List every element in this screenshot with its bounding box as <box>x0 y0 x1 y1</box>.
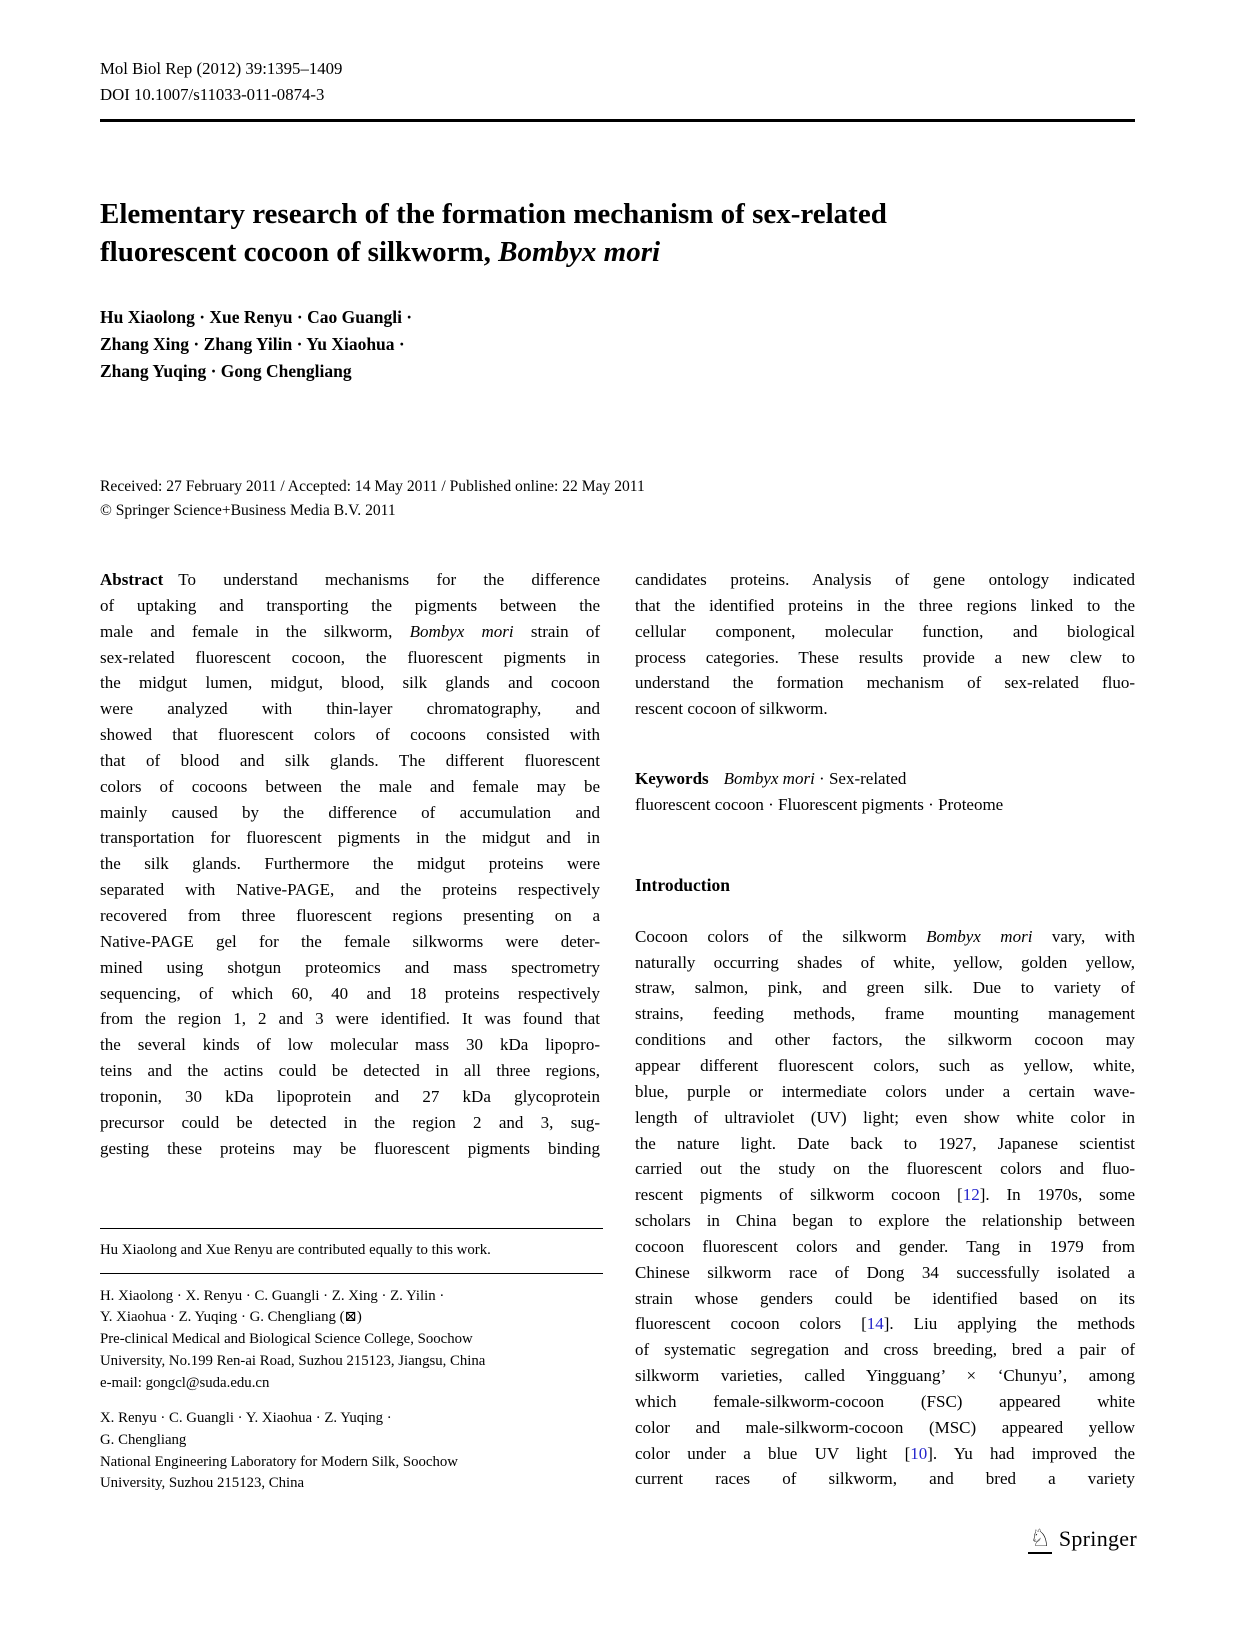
text-line <box>635 766 1135 792</box>
text-line <box>635 1286 1135 1312</box>
text-run: from the region 1, 2 and 3 were identified. It was found that <box>100 1009 600 1029</box>
introduction-heading: Introduction <box>635 874 730 895</box>
text-line <box>100 981 600 1007</box>
text-line <box>635 567 1135 593</box>
text-line <box>100 825 600 851</box>
citation-link[interactable]: 12 <box>962 1185 980 1205</box>
text-run: sex-related fluorescent cocoon, the fluorescent pigments in <box>100 647 600 667</box>
text-line <box>635 1079 1135 1105</box>
text-line <box>100 1240 603 1262</box>
text-line <box>100 1373 603 1395</box>
text-line <box>100 1452 603 1474</box>
text-line <box>635 1001 1135 1027</box>
text-run: length of ultraviolet (UV) light; even show white color in <box>635 1107 1135 1127</box>
text-line <box>100 929 600 955</box>
text-line <box>100 1351 603 1373</box>
text-line <box>100 722 600 748</box>
text-run: Elementary research of the formation mechanism of sex-related <box>100 198 887 230</box>
received-accepted-line: Received: 27 February 2011 / Accepted: 14 May 2011 / Published online: 22 May 2011 <box>100 478 645 495</box>
text-line <box>100 1286 603 1308</box>
article-history <box>100 475 1135 522</box>
text-run: carried out the study on the fluorescent colors and fluo- <box>635 1159 1135 1179</box>
text-run: cocoon fluorescent colors and gender. Tang in 1979 from <box>635 1236 1135 1256</box>
springer-knight-icon: ♘ <box>1029 1524 1051 1552</box>
text-line <box>635 1311 1135 1337</box>
text-run: Hu Xiaolong · Xue Renyu · Cao Guangli · <box>100 307 413 327</box>
text-line <box>635 1027 1135 1053</box>
text-line <box>100 1032 600 1058</box>
text-line <box>635 1363 1135 1389</box>
text-line <box>635 1053 1135 1079</box>
text-run: Cocoon colors of the silkworm <box>635 926 927 946</box>
text-line <box>100 196 1135 234</box>
introduction-paragraph <box>635 924 1135 1493</box>
abstract-paragraph <box>100 567 600 1161</box>
text-line <box>635 1156 1135 1182</box>
text-line <box>635 1415 1135 1441</box>
text-line <box>635 645 1135 671</box>
text-run: University, Suzhou 215123, China <box>100 1475 305 1492</box>
text-run: Zhang Xing · Zhang Yilin · Yu Xiaohua · <box>100 334 405 354</box>
text-line <box>635 950 1135 976</box>
footnote-area <box>100 1228 603 1495</box>
text-line <box>100 619 600 645</box>
text-run: G. Chengliang <box>100 1431 187 1448</box>
text-run: X. Renyu · C. Guangli · Y. Xiaohua · Z. Yuqing · <box>100 1410 392 1427</box>
text-run: teins and the actins could be detected in all three regions, <box>100 1061 600 1081</box>
text-line <box>635 1337 1135 1363</box>
text-line <box>635 792 1135 818</box>
text-line <box>100 955 600 981</box>
text-run: conditions and other factors, the silkworm cocoon may <box>635 1030 1135 1050</box>
abstract-continued-paragraph <box>635 567 1135 722</box>
text-run: strain of <box>513 621 600 641</box>
text-line <box>100 331 800 358</box>
text-run: Zhang Yuqing · Gong Chengliang <box>100 361 352 381</box>
text-run: gesting these proteins may be fluorescent pigments binding <box>100 1138 600 1158</box>
text-line <box>100 1307 603 1329</box>
text-run: the silk glands. Furthermore the midgut proteins were <box>100 854 600 874</box>
affiliation-2 <box>100 1408 603 1495</box>
header-rule <box>100 119 1135 122</box>
text-run: candidates proteins. Analysis of gene ontology indicated <box>635 570 1135 589</box>
text-run: process categories. These results provide a new clew to <box>635 647 1135 667</box>
text-run: scholars in China began to explore the relationship between <box>635 1211 1135 1231</box>
text-run: rescent pigments of silkworm cocoon [ <box>635 1185 963 1205</box>
text-line <box>635 1182 1135 1208</box>
text-run: vary, with <box>1032 926 1136 946</box>
footnote-rule-bottom <box>100 1273 603 1274</box>
text-run: straw, salmon, pink, and green silk. Due to variety of <box>635 978 1135 998</box>
text-line <box>635 975 1135 1001</box>
text-run: fluorescent cocoon of silkworm, <box>100 235 499 268</box>
text-run: male and female in the silkworm, <box>100 621 410 641</box>
author-list <box>100 304 800 385</box>
text-run: troponin, 30 kDa lipoprotein and 27 kDa glycoprotein <box>100 1086 600 1106</box>
text-line <box>635 924 1135 950</box>
text-line <box>100 1058 600 1084</box>
text-run: showed that fluorescent colors of cocoons consisted with <box>100 725 600 745</box>
journal-citation-line: Mol Biol Rep (2012) 39:1395–1409 <box>100 59 343 78</box>
text-line <box>100 358 800 385</box>
text-run: strains, feeding methods, frame mounting management <box>635 1004 1135 1024</box>
text-run: cellular component, molecular function, and biological <box>635 621 1135 641</box>
text-line <box>635 1208 1135 1234</box>
text-line <box>635 1466 1135 1492</box>
text-line <box>635 1234 1135 1260</box>
text-line <box>100 903 600 929</box>
equal-contribution-note <box>100 1240 603 1262</box>
text-line <box>100 1430 603 1452</box>
text-run: the nature light. Date back to 1927, Japanese scientist <box>635 1133 1135 1153</box>
text-run: recovered from three fluorescent regions presenting on a <box>100 905 600 925</box>
text-line <box>635 619 1135 645</box>
text-run: of uptaking and transporting the pigments between the <box>100 595 600 615</box>
affiliation-1 <box>100 1286 603 1395</box>
text-run: mined using shotgun proteomics and mass spectrometry <box>100 957 600 977</box>
text-line <box>100 696 600 722</box>
text-run: fluorescent cocoon colors [ <box>635 1314 867 1334</box>
text-run: colors of cocoons between the male and female may be <box>100 776 600 796</box>
text-run: Bombyx mori <box>498 235 661 268</box>
text-line <box>635 1131 1135 1157</box>
text-run: To understand mechanisms for the difference <box>178 570 600 589</box>
text-line <box>100 593 600 619</box>
text-line <box>100 748 600 774</box>
text-line <box>100 645 600 671</box>
text-run: Hu Xiaolong and Xue Renyu are contributed equally to this work. <box>100 1242 491 1258</box>
text-line <box>100 304 800 331</box>
text-run: the several kinds of low molecular mass 30 kDa lipopro- <box>100 1035 600 1055</box>
right-column <box>635 567 1135 1492</box>
text-line <box>635 1260 1135 1286</box>
text-run: of systematic segregation and cross breeding, bred a pair of <box>635 1340 1135 1360</box>
text-line <box>100 774 600 800</box>
journal-header <box>100 56 1135 108</box>
text-line <box>100 877 600 903</box>
springer-logo <box>1028 1524 1137 1554</box>
text-run: were analyzed with thin-layer chromatography, and <box>100 699 600 719</box>
text-line <box>100 567 600 593</box>
citation-link[interactable]: 14 <box>866 1314 884 1334</box>
text-line <box>635 1105 1135 1131</box>
text-run: current races of silkworm, and bred a variety <box>635 1469 1135 1489</box>
doi-line: DOI 10.1007/s11033-011-0874-3 <box>100 85 325 104</box>
text-run: understand the formation mechanism of sex-related fluo- <box>635 673 1135 693</box>
text-run: Bombyx mori <box>926 926 1033 946</box>
text-run: · Sex-related <box>814 769 907 789</box>
text-line <box>635 696 1135 722</box>
text-line <box>100 1473 603 1495</box>
text-line <box>635 1441 1135 1467</box>
text-run: e-mail: gongcl@suda.edu.cn <box>100 1374 270 1391</box>
text-run: Abstract <box>100 570 164 589</box>
text-run: fluorescent cocoon · Fluorescent pigments · Proteome <box>635 794 1004 814</box>
text-line <box>100 800 600 826</box>
text-run: mainly caused by the difference of accumulation and <box>100 802 600 822</box>
text-run: blue, purple or intermediate colors under a certain wave- <box>635 1081 1135 1101</box>
text-run: Bombyx mori <box>409 621 514 641</box>
footnote-rule-top <box>100 1228 603 1229</box>
text-run: silkworm varieties, called Yingguang’ × ‘Chunyu’, among <box>635 1366 1135 1386</box>
text-run: University, No.199 Ren-ai Road, Suzhou 215123, Jiangsu, China <box>100 1352 486 1369</box>
text-line <box>100 1136 600 1162</box>
text-run: sequencing, of which 60, 40 and 18 proteins respectively <box>100 983 600 1003</box>
text-run: naturally occurring shades of white, yellow, golden yellow, <box>635 952 1135 972</box>
paper-title <box>100 196 1135 271</box>
springer-wordmark: Springer <box>1058 1526 1137 1551</box>
citation-link[interactable]: 10 <box>910 1443 928 1463</box>
text-run: ]. In 1970s, some <box>979 1185 1136 1205</box>
text-run: Keywords <box>635 769 709 789</box>
text-line <box>100 1408 603 1430</box>
text-line <box>100 1329 603 1351</box>
text-line <box>635 1389 1135 1415</box>
text-line <box>100 1110 600 1136</box>
text-line <box>100 234 1135 272</box>
text-run: ]. Liu applying the methods <box>883 1314 1135 1334</box>
text-run: Y. Xiaohua · Z. Yuqing · G. Chengliang (⊠) <box>100 1309 362 1326</box>
text-line <box>635 593 1135 619</box>
text-run: transportation for fluorescent pigments in the midgut and in <box>100 828 600 848</box>
text-run: Native-PAGE gel for the female silkworms were deter- <box>100 931 600 951</box>
text-line <box>100 851 600 877</box>
text-run: that of blood and silk glands. The different fluorescent <box>100 750 600 770</box>
text-run: Chinese silkworm race of Dong 34 successfully isolated a <box>635 1262 1135 1282</box>
text-run: ]. Yu had improved the <box>927 1443 1136 1463</box>
text-run: Bombyx mori <box>723 769 815 789</box>
text-line <box>635 670 1135 696</box>
text-run: rescent cocoon of silkworm. <box>635 699 828 719</box>
copyright-line: © Springer Science+Business Media B.V. 2011 <box>100 501 396 519</box>
text-run: National Engineering Laboratory for Modern Silk, Soochow <box>100 1453 458 1470</box>
text-line <box>100 670 600 696</box>
text-run: which female-silkworm-cocoon (FSC) appeared white <box>635 1391 1135 1411</box>
text-line <box>100 1006 600 1032</box>
text-run: H. Xiaolong · X. Renyu · C. Guangli · Z. Xing · Z. Yilin · <box>100 1287 445 1304</box>
keywords-block <box>635 766 1135 818</box>
text-run: color and male-silkworm-cocoon (MSC) appeared yellow <box>635 1417 1135 1437</box>
text-run: strain whose genders could be identified based on its <box>635 1288 1135 1308</box>
text-run: that the identified proteins in the three regions linked to the <box>635 595 1135 615</box>
text-line <box>100 1084 600 1110</box>
text-run: separated with Native-PAGE, and the proteins respectively <box>100 880 600 900</box>
text-run: the midgut lumen, midgut, blood, silk glands and cocoon <box>100 673 600 693</box>
text-run: appear different fluorescent colors, such as yellow, white, <box>635 1055 1135 1075</box>
text-run: color under a blue UV light [ <box>635 1443 911 1463</box>
text-run: Pre-clinical Medical and Biological Science College, Soochow <box>100 1331 473 1348</box>
text-run: precursor could be detected in the region 2 and 3, sug- <box>100 1112 600 1132</box>
